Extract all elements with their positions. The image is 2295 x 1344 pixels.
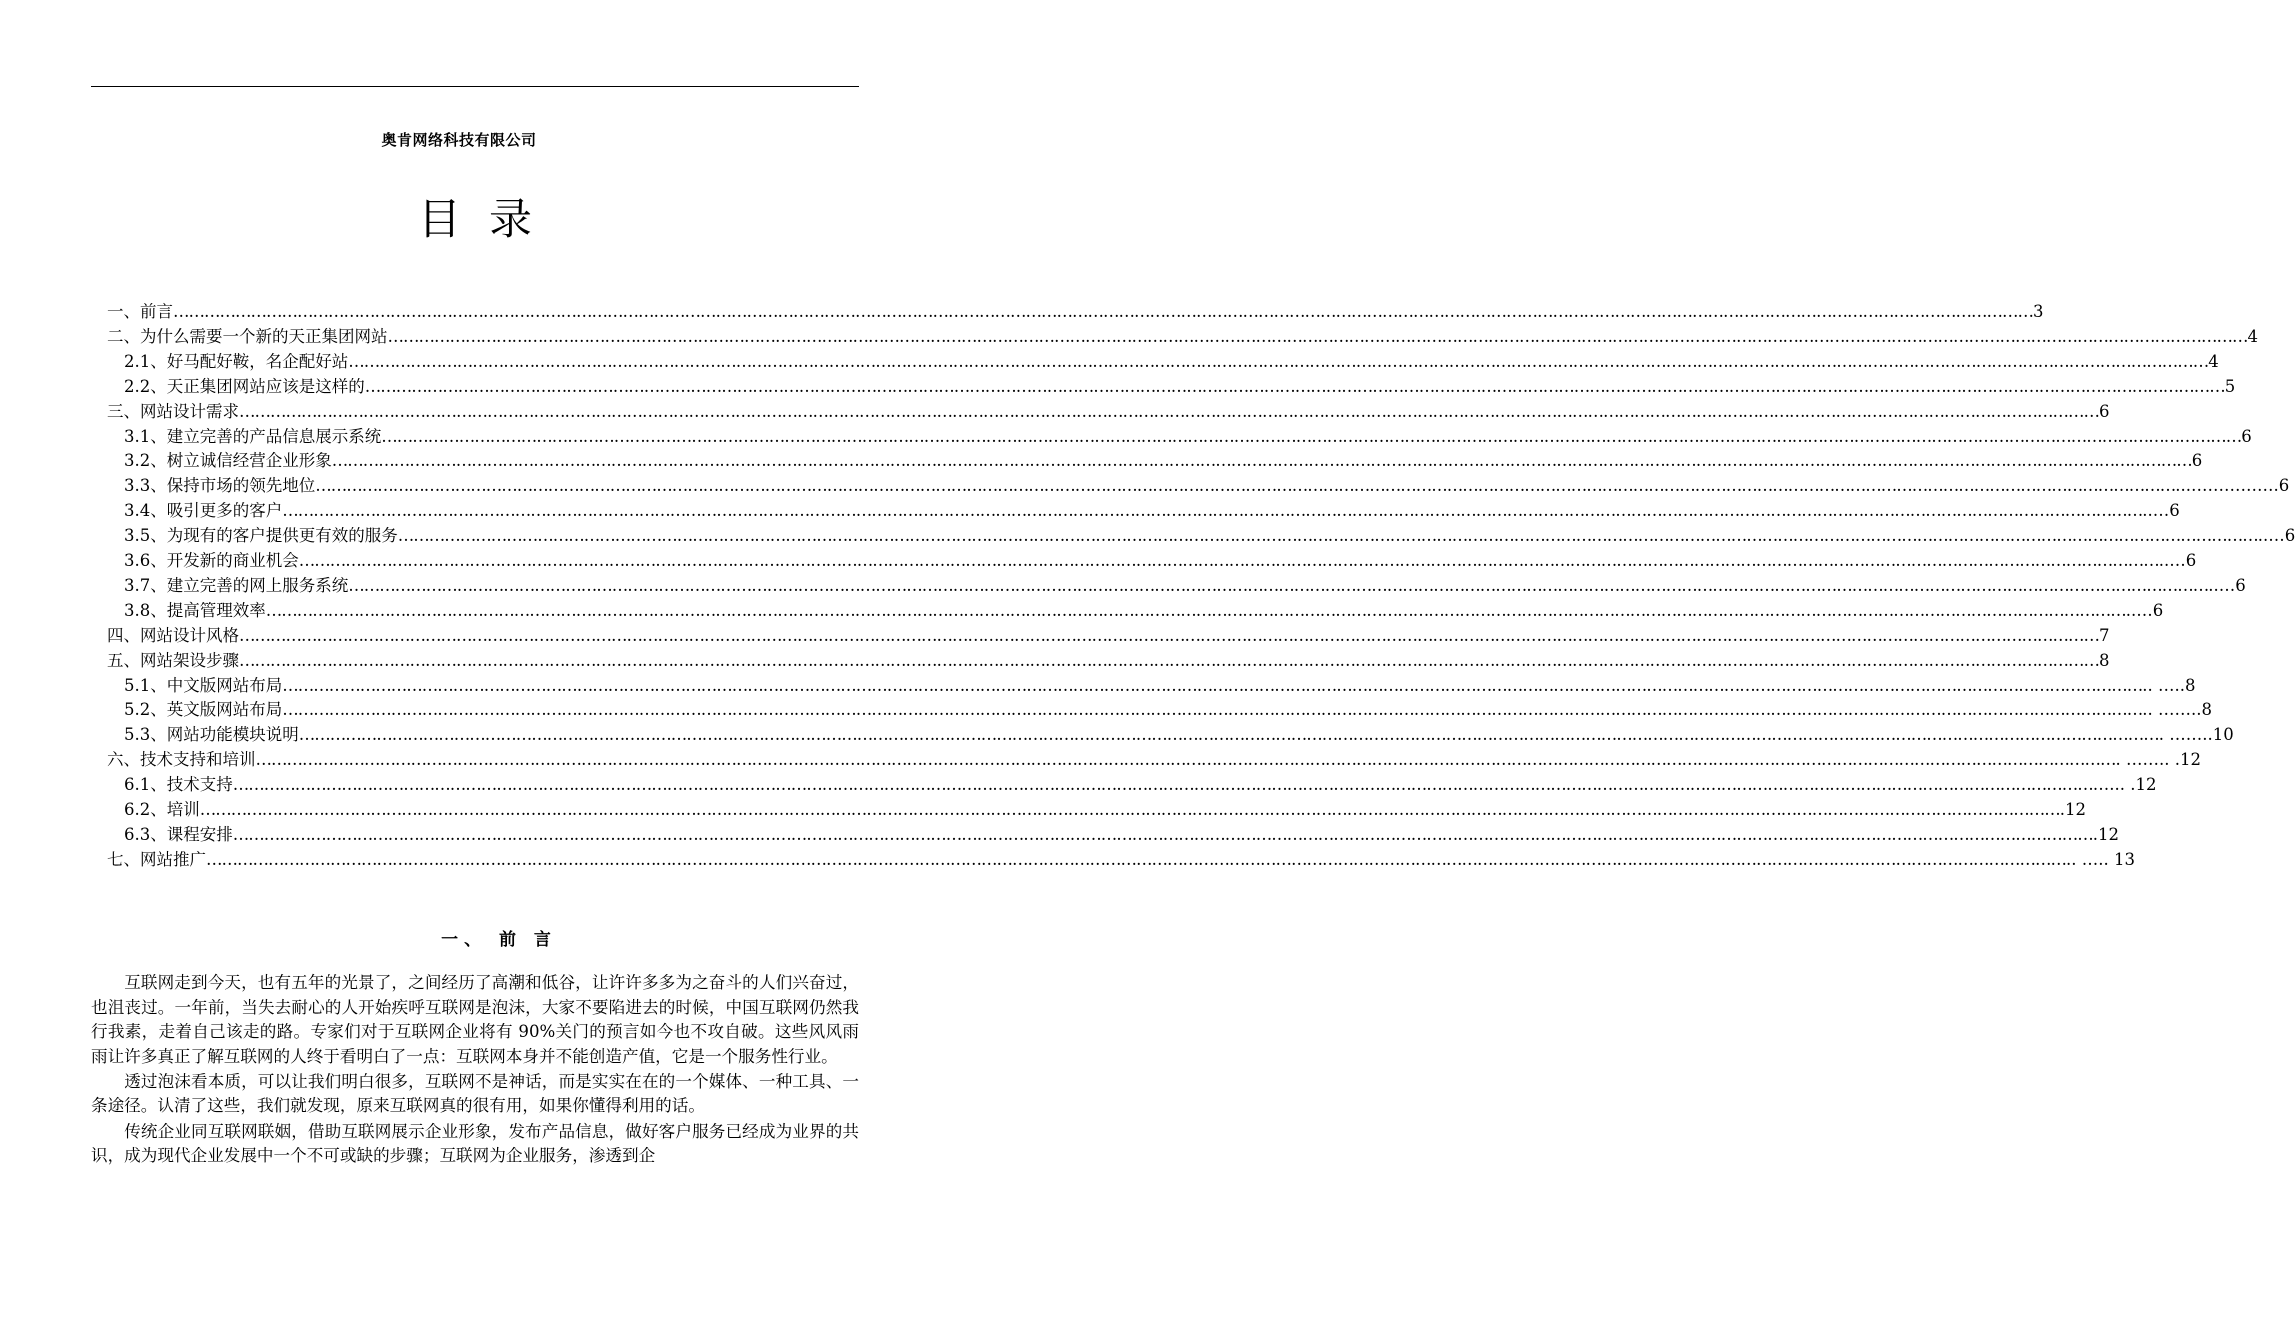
toc-entry-page: ..…6 xyxy=(2257,526,2295,546)
toc-entry-title: 网站架设步骤 xyxy=(140,650,239,670)
toc-entry[interactable] xyxy=(124,799,2086,821)
toc-entry-number: 五、 xyxy=(107,650,140,670)
toc-entry-number: 3.1、 xyxy=(124,426,167,446)
toc-entry-title: 网站推广 xyxy=(140,849,206,869)
toc-entry-title: 吸引更多的客户 xyxy=(166,501,283,521)
toc-entry-page: 7 xyxy=(2099,625,2110,645)
toc-leader: ……………………………………………………………………………………………………………………………………………………………………………………………………………………………………………………………………………………………………………………………… xyxy=(282,675,2143,695)
toc-entry[interactable] xyxy=(107,849,2135,871)
toc-entry-title: 好马配好鞍，名企配好站 xyxy=(166,351,349,371)
toc-entry[interactable] xyxy=(107,301,2044,323)
toc-leader: ……………………………………………………………………………………………………………………………………………………………………………………………………………………………………………………………………………………………………………………………… xyxy=(348,575,2209,595)
toc-entry[interactable] xyxy=(124,774,2157,796)
toc-entry-page: ..…6 xyxy=(2158,551,2197,570)
toc-entry-page: ..…6 xyxy=(2142,501,2180,521)
toc-entry-title: 提高管理效率 xyxy=(166,600,266,620)
toc-entry-number: 5.2、 xyxy=(124,700,167,720)
toc-entry-page: . …….. .12 xyxy=(2115,750,2201,770)
toc-entry-number: 2.2、 xyxy=(124,376,167,396)
toc-entry-page: .. …..8 xyxy=(2142,675,2196,695)
toc-entry[interactable] xyxy=(124,699,2212,721)
toc-entry-number: 3.7、 xyxy=(124,575,167,595)
toc-entry[interactable] xyxy=(107,749,2201,771)
toc-entry-title: 网站设计风格 xyxy=(140,625,239,645)
toc-entry[interactable] xyxy=(124,575,2246,597)
toc-entry-page: . ……..10 xyxy=(2158,725,2234,745)
toc-leader: ……………………………………………………………………………………………………………………………………………………………………………………………………………………………………………………………………………………………………………………………… xyxy=(315,476,2176,496)
toc-entry-number: 6.3、 xyxy=(124,824,167,844)
toc-entry-page: 4 xyxy=(2208,351,2219,371)
paragraph: 互联网走到今天，也有五年的光景了，之间经历了高潮和低谷，让许许多多为之奋斗的人们兴奋过，也沮丧过。一年前，当失去耐心的人开始疾呼互联网是泡沫，大家不要陷进去的时候，中国互联网仍然我行我素，走着自己该走的路。专家们对于互联网企业将有 90%关门的预言如今也不攻自破。这些风风雨雨让许多真正了解互联网的人终于看明白了一点：互联网本身并不能创造产值，它是一个服务性行业。 xyxy=(91,973,859,1066)
section-body xyxy=(91,971,859,1169)
toc-leader: ……………………………………………………………………………………………………………………………………………………………………………………………………………………………………………………………………………………………………………………………… xyxy=(397,526,2258,546)
toc-leader: ……………………………………………………………………………………………………………………………………………………………………………………………………………………………………………………………………………………………………………………………… xyxy=(387,326,2248,346)
toc-leader: ……………………………………………………………………………………………………………………………………………………………………………………………………………………………………………………………………………………………………………………………… xyxy=(173,302,2033,321)
toc-title: 目录 xyxy=(418,195,560,245)
toc-entry-number: 3.6、 xyxy=(124,551,167,570)
toc-entry-page: 6 xyxy=(2191,451,2203,471)
toc-entry-title: 网站功能模块说明 xyxy=(166,725,299,745)
toc-entry[interactable] xyxy=(124,376,2236,398)
toc-entry-page: .. ….. 13 xyxy=(2066,849,2135,869)
toc-entry-page: 4 xyxy=(2247,326,2258,346)
toc-entry-number: 6.2、 xyxy=(124,800,167,819)
toc-entry[interactable] xyxy=(124,550,2197,572)
toc-entry[interactable] xyxy=(124,724,2234,746)
toc-entry[interactable] xyxy=(124,500,2180,522)
toc-entry-number: 3.3、 xyxy=(124,476,167,496)
toc-entry-page: 8 xyxy=(2099,650,2110,670)
toc-entry-number: 二、 xyxy=(107,326,140,346)
toc-entry[interactable] xyxy=(124,351,2219,373)
toc-leader: ……………………………………………………………………………………………………………………………………………………………………………………………………………………………………………………………………………………………………………………………… xyxy=(239,625,2099,645)
toc-entry-page: …... .12 xyxy=(2092,775,2157,795)
toc-entry-page: 6 xyxy=(2099,401,2110,421)
toc-entry-title: 网站设计需求 xyxy=(140,401,239,421)
toc-entry-page: .12 xyxy=(2059,800,2086,819)
toc-entry[interactable] xyxy=(124,525,2295,547)
toc-entry-number: 5.3、 xyxy=(124,725,167,745)
toc-entry-page: .12 xyxy=(2092,824,2119,844)
toc-entry-page: ...…………….6 xyxy=(2175,476,2290,496)
toc-entry-page: ..…6 xyxy=(2125,600,2164,620)
company-name: 奥肯网络科技有限公司 xyxy=(381,131,537,149)
toc-leader: ……………………………………………………………………………………………………………………………………………………………………………………………………………………………………………………………………………………………………………………………… xyxy=(239,650,2099,670)
toc-entry-number: 3.2、 xyxy=(124,451,167,471)
toc-entry-number: 3.8、 xyxy=(124,600,167,620)
toc-leader: ……………………………………………………………………………………………………………………………………………………………………………………………………………………………………………………………………………………………………………………………… xyxy=(381,426,2242,446)
toc-entry-number: 2.1、 xyxy=(124,351,167,371)
toc-entry[interactable] xyxy=(124,600,2164,622)
toc-leader: ……………………………………………………………………………………………………………………………………………………………………………………………………………………………………………………………………………………………………………………………… xyxy=(206,849,2066,869)
toc-leader: ……………………………………………………………………………………………………………………………………………………………………………………………………………………………………………………………………………………………………………………………… xyxy=(265,600,2126,620)
toc-entry[interactable] xyxy=(107,650,2110,672)
toc-entry-number: 6.1、 xyxy=(124,775,167,795)
toc-entry[interactable] xyxy=(124,475,2290,497)
toc-entry[interactable] xyxy=(124,675,2196,697)
toc-leader: ……………………………………………………………………………………………………………………………………………………………………………………………………………………………………………………………………………………………………………………………… xyxy=(199,800,2060,819)
toc-leader: ……………………………………………………………………………………………………………………………………………………………………………………………………………………………………………………………………………………………………………………………… xyxy=(348,351,2209,371)
toc-entry-title: 课程安排 xyxy=(166,824,233,844)
toc-entry-number: 5.1、 xyxy=(124,675,167,695)
toc-entry-title: 保持市场的领先地位 xyxy=(166,476,316,496)
toc-entry-number: 一、 xyxy=(107,302,140,321)
toc-entry-number: 3.4、 xyxy=(124,501,167,521)
toc-entry[interactable] xyxy=(107,625,2110,647)
toc-entry-title: 为什么需要一个新的天正集团网站 xyxy=(140,326,388,346)
section-heading: 一、 前 言 xyxy=(441,930,557,950)
toc-leader: ……………………………………………………………………………………………………………………………………………………………………………………………………………………………………………………………………………………………………………………………… xyxy=(255,750,2116,770)
toc-leader: ……………………………………………………………………………………………………………………………………………………………………………………………………………………………………………………………………………………………………………………………… xyxy=(298,725,2159,745)
toc-leader: ……………………………………………………………………………………………………………………………………………………………………………………………………………………………………………………………………………………………………………………………… xyxy=(298,551,2159,570)
toc-entry[interactable] xyxy=(107,326,2258,348)
toc-entry-number: 三、 xyxy=(107,401,140,421)
toc-entry-title: 天正集团网站应该是这样的 xyxy=(166,376,365,396)
toc-leader: ……………………………………………………………………………………………………………………………………………………………………………………………………………………………………………………………………………………………………………………………… xyxy=(282,501,2143,521)
toc-entry-title: 建立完善的网上服务系统 xyxy=(166,575,349,595)
toc-entry-number: 六、 xyxy=(107,750,140,770)
toc-entry-page: 5 xyxy=(2224,376,2236,396)
toc-entry-number: 四、 xyxy=(107,625,140,645)
toc-leader: ……………………………………………………………………………………………………………………………………………………………………………………………………………………………………………………………………………………………………………………………… xyxy=(331,451,2192,471)
paragraph: 传统企业同互联网联姻，借助互联网展示企业形象，发布产品信息，做好客户服务已经成为业界的共识，成为现代企业发展中一个不可或缺的步骤；互联网为企业服务，渗透到企 xyxy=(91,1121,859,1166)
toc-entry-page: 3 xyxy=(2033,302,2044,321)
toc-leader: ……………………………………………………………………………………………………………………………………………………………………………………………………………………………………………………………………………………………………………………………… xyxy=(364,376,2225,396)
toc-entry-title: 英文版网站布局 xyxy=(166,700,283,720)
toc-leader: ……………………………………………………………………………………………………………………………………………………………………………………………………………………………………………………………………………………………………………………………… xyxy=(239,401,2099,421)
toc-entry-title: 前言 xyxy=(140,302,173,321)
toc-entry[interactable] xyxy=(107,401,2110,423)
toc-entry-number: 3.5、 xyxy=(124,526,167,546)
toc-leader: ……………………………………………………………………………………………………………………………………………………………………………………………………………………………………………………………………………………………………………………………… xyxy=(232,775,2093,795)
header-rule xyxy=(91,86,859,87)
toc-entry-title: 中文版网站布局 xyxy=(166,675,283,695)
toc-entry-page: ..…6 xyxy=(2208,575,2246,595)
toc-entry-title: 培训 xyxy=(166,800,200,819)
toc-entry[interactable] xyxy=(124,450,2203,472)
toc-entry-title: 技术支持 xyxy=(166,775,233,795)
toc-entry-page: 6 xyxy=(2241,426,2252,446)
toc-entry-title: 为现有的客户提供更有效的服务 xyxy=(166,526,398,546)
toc-leader: ……………………………………………………………………………………………………………………………………………………………………………………………………………………………………………………………………………………………………………………………… xyxy=(232,824,2093,844)
toc-entry-title: 树立诚信经营企业形象 xyxy=(166,451,332,471)
toc-entry-title: 开发新的商业机会 xyxy=(166,551,299,570)
toc-leader: ……………………………………………………………………………………………………………………………………………………………………………………………………………………………………………………………………………………………………………………………… xyxy=(282,700,2143,720)
toc-entry-title: 建立完善的产品信息展示系统 xyxy=(166,426,382,446)
toc-entry-number: 七、 xyxy=(107,849,140,869)
toc-entry-page: .. ……..8 xyxy=(2142,700,2212,720)
toc-entry[interactable] xyxy=(124,824,2119,846)
toc-entry[interactable] xyxy=(124,426,2252,448)
paragraph: 透过泡沫看本质，可以让我们明白很多，互联网不是神话，而是实实在在的一个媒体、一种工具、一条途径。认清了这些，我们就发现，原来互联网真的很有用，如果你懂得利用的话。 xyxy=(91,1071,859,1116)
toc-entry-title: 技术支持和培训 xyxy=(140,750,256,770)
